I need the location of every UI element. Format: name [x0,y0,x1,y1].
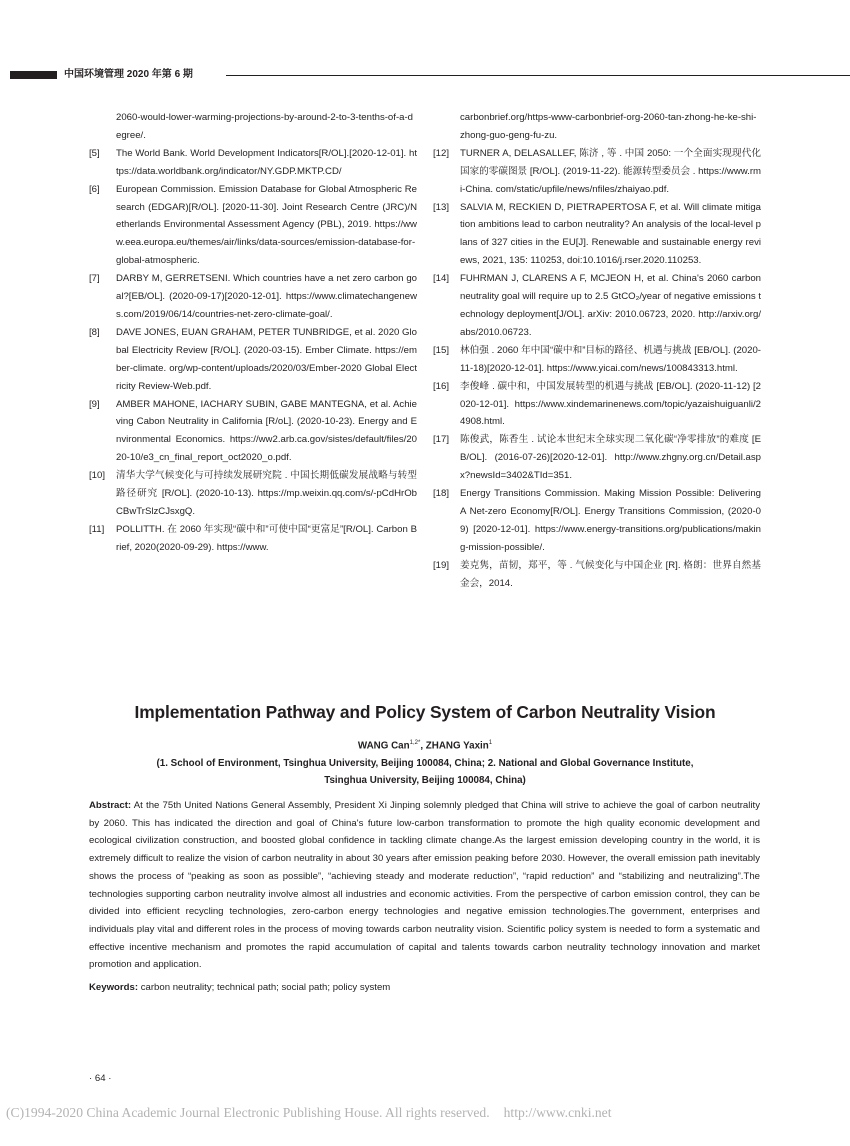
reference-number: [7] [89,273,100,285]
affiliation-line: Tsinghua University, Beijing 100084, China) [324,775,526,786]
reference-number: [18] [433,488,450,500]
reference-item [89,181,417,271]
reference-number: [12] [433,147,450,159]
reference-item [89,467,417,521]
reference-item [89,396,417,468]
reference-item [433,145,761,199]
reference-text: AMBER MAHONE, IACHARY SUBIN, GABE MANTEGNA, et al. Achieving Cabon Neutrality in California [R/oL]. (2020-10-23). Energy and Environmental Economics. https://ww2.arb.ca.gov/sistes/default/files/2020-10/e3_cn_final_report_oct2020_o.pdf. [116,398,417,464]
reference-item [433,485,761,557]
reference-text: DAVE JONES, EUAN GRAHAM, PETER TUNBRIDGE, et al. 2020 Global Electricity Review [R/OL]. (2020-03-15). Ember Climate. https://ember-climate. org/wp-content/uploads/2020/03/Ember-2020 Global Electricity Review-Web.pdf. [116,326,417,392]
reference-number: [17] [433,434,450,446]
reference-item [433,557,761,593]
reference-text: SALVIA M, RECKIEN D, PIETRAPERTOSA F, et al. Will climate mitigation ambitions lead to carbon neutrality? An analysis of the local-level plans of 327 cities in the EU[J]. Renewable and sustainable energy reviews, 2021, 135: 110253, doi:10.1016/j.rser.2020.110253. [460,201,761,267]
reference-text: 2060-would-lower-warming-projections-by-around-2-to-3-tenths-of-a-degree/. [116,112,413,141]
reference-text: 林伯强 . 2060 年中国“碳中和”目标的路径、机遇与挑战 [EB/OL]. (2020-11-18)[2020-12-01]. https://www.yicai.com/news/100843313.html. [460,344,761,374]
journal-issue: 中国环境管理 2020 年第 6 期 [64,69,193,80]
reference-item [433,431,761,485]
cnki-link[interactable]: http://www.cnki.net [503,1105,612,1120]
reference-item [433,378,761,432]
reference-item [433,199,761,271]
references-right-column [433,109,761,592]
reference-text: 姜克隽，苗韧，郑平，等 . 气候变化与中国企业 [R]. 格朗：世界自然基金会，2014. [460,559,761,589]
reference-text: FUHRMAN J, CLARENS A F, MCJEON H, et al. China's 2060 carbon neutrality goal will require up to 2.5 GtCO₂/year of negative emissions technology deployment[J/OL]. arXiv: 2010.06723, 2020. http://arxiv.org/abs/2010.06723. [460,273,761,338]
reference-item [89,145,417,181]
author-separator: , [420,740,426,752]
page-number: · 64 · [89,1073,112,1084]
reference-text: European Commission. Emission Database for Global Atmospheric Research (EDGAR)[R/OL]. [2020-11-30]. Joint Research Centre (JRC)/Netherlands Environmental Assessment Agency (PBL), 2019. https://www.eea.europa.eu/themes/air/links/data-sources/emission-database-for-global-atmospheric. [116,183,417,267]
references-left-column [89,109,417,557]
reference-number: [14] [433,273,450,285]
reference-number: [5] [89,147,100,159]
reference-text: Energy Transitions Commission. Making Mission Possible: Delivering A Net-zero Economy[R/OL]. Energy Transitions Commission, (2020-09) [2020-12-01]. https://www.energy-transitions.org/publications/making-mission-possible/. [460,488,761,553]
reference-item [433,109,761,145]
running-header [0,68,850,82]
reference-item [433,342,761,378]
reference-text: The World Bank. World Development Indicators[R/OL].[2020-12-01]. https://data.worldbank.org/indicator/NY.GDP.MKTP.CD/ [116,147,417,177]
affiliations [110,755,740,789]
reference-number: [8] [89,326,100,338]
reference-number: [13] [433,201,450,213]
header-rule [226,75,850,76]
reference-item [89,270,417,324]
reference-item [89,521,417,557]
reference-text: POLLITTH. 在 2060 年实现“碳中和”可使中国“更富足”[R/OL]. Carbon Brief, 2020(2020-09-29). https://www. [116,523,417,553]
reference-number: [11] [89,523,105,535]
reference-text: 陈俊武，陈香生 . 试论本世纪末全球实现二氧化碳“净零排放”的难度 [EB/OL]. (2016-07-26)[2020-12-01]. http://www.zhgny.org.cn/Detail.aspx?newsId=3402&TId=351. [460,434,761,482]
header-bar [10,71,57,79]
reference-number: [6] [89,183,100,195]
reference-text: DARBY M, GERRETSENI. Which countries have a net zero carbon goal?[EB/OL]. (2020-09-17)[2020-12-01]. https://www.climatechangenews.com/2019/06/14/countries-net-zero-climate-goal/. [116,273,417,320]
reference-number: [15] [433,344,450,356]
authors [0,740,850,751]
author-affiliation-mark: 1,2* [409,740,421,746]
author-name: ZHANG Yaxin [425,740,489,752]
author-name: WANG Can [357,740,410,752]
reference-text: 李俊峰 . 碳中和，中国发展转型的机遇与挑战 [EB/OL]. (2020-11-12) [2020-12-01]. https://www.xindemarinenews.com/topic/yazaishuiguanli/24908.html. [460,380,761,428]
reference-number: [10] [89,470,106,482]
abstract-text: At the 75th United Nations General Assembly, President Xi Jinping solemnly pledged that China will strive to achieve the goal of carbon neutrality by 2060. This has indicated the direction and goal of China's future low-carbon transformation to promote the high quality economic development and ecological civilization construction, and boosted global confidence in tackling climate change.As the largest emission developing country in the world, it is extremely difficult to realize the vision of carbon neutrality in about 30 years after emission peaking before 2030. However, the overall emission path inevitably shows the process of “peaking as soon as possible”, “achieving steady and moderate reduction”, “rapid reduction” and “stabilizing and neutralizing”.The technologies supporting carbon neutrality involve almost all industries and economic activities. From the perspective of carbon emission control, they can be divided into efficient recycling technologies, zero-carbon energy technologies and negative emission technologies.The government, enterprises and individuals play vital and different roles in the process of moving towards carbon neutrality vision. Scientific policy system is needed to form a systematic and effective incentive mechanism and promotes the rapid accumulation of capital and talents towards carbon neutrality technology innovation and market promotion and application. [89,800,760,971]
copyright-text: (C)1994-2020 China Academic Journal Electronic Publishing House. All rights reserved. [6,1105,490,1120]
keywords [89,979,760,997]
reference-number: [16] [433,380,450,392]
copyright-watermark [6,1105,611,1121]
reference-text: TURNER A, DELASALLEF, 陈济 , 等 . 中国 2050: 一个全面实现现代化国家的零碳图景 [R/OL]. (2019-11-22). 能源转型委员会 . https://www.rmi-China. com/static/upfile/news/nfiles/zhaiyao.pdf. [460,147,762,195]
english-title: Implementation Pathway and Policy System of Carbon Neutrality Vision [134,702,716,722]
reference-text: carbonbrief.org/https-www-carbonbrief-org-2060-tan-zhong-he-ke-shi-zhong-guo-geng-fu-zu. [460,112,757,141]
abstract [89,797,760,974]
keywords-text: carbon neutrality; technical path; social path; policy system [138,982,391,993]
author-affiliation-mark: 1 [488,740,493,746]
abstract-label: Abstract: [89,800,132,811]
reference-item [89,109,417,145]
affiliation-line: (1. School of Environment, Tsinghua University, Beijing 100084, China; 2. National and Global Governance Institute, [156,758,694,769]
reference-item [89,324,417,396]
reference-item [433,270,761,342]
reference-number: [19] [433,559,450,571]
keywords-label: Keywords: [89,982,139,993]
reference-text: 清华大学气候变化与可持续发展研究院 . 中国长期低碳发展战略与转型路径研究 [R/OL]. (2020-10-13). https://mp.weixin.qq.com/s/-pCdHrObCBwTrSlzCJsxgQ. [116,470,417,517]
reference-number: [9] [89,398,100,410]
